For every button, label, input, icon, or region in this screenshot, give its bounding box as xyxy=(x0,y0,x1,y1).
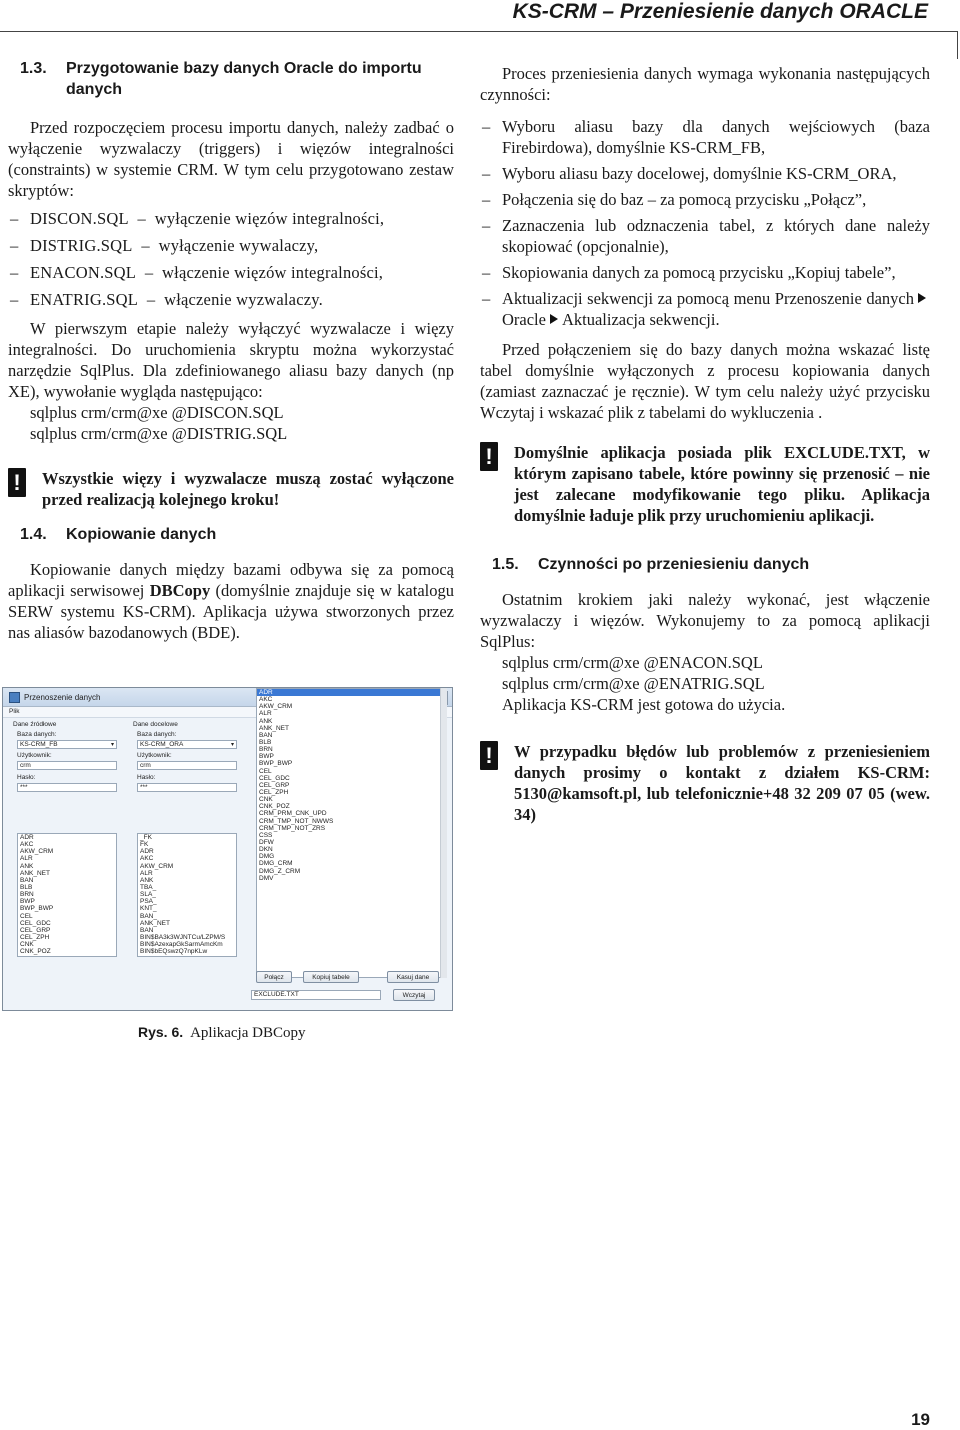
paragraph: W pierwszym etapie należy wyłączyć wyzwalacze i więzy integralności. Do uruchomienia skryptu można wykorzystać narzędzie SqlPlus. Dla zdefiniowanego aliasu bazy danych (np XE), wywołanie wygląda następująco: xyxy=(8,319,454,401)
right-column xyxy=(480,63,930,825)
exclamation-icon: ! xyxy=(8,468,26,497)
info-text: Domyślnie aplikacja posiada plik EXCLUDE.TXT, w którym zapisano tabele, które powinny się przenosić – nie jest zalecane modyfikowanie tego pliku. Aplikacja domyślnie ładuje plik przy uruchomieniu aplikacji. xyxy=(514,443,930,525)
info-note xyxy=(480,442,930,526)
caption-text: Aplikacja DBCopy xyxy=(190,1025,306,1041)
list-item[interactable]: AKC xyxy=(20,841,34,849)
list-item[interactable]: _FK xyxy=(140,834,152,841)
list-item: – DISTRIG.SQL – wyłączenie wywalaczy, xyxy=(10,235,454,256)
command-line: sqlplus crm/crm@xe @DISCON.SQL xyxy=(30,403,284,422)
list-item[interactable]: BIN$AzexapGkSarmAmcKm xyxy=(140,941,223,949)
section-heading-1-4 xyxy=(8,524,454,545)
list-item[interactable]: CNK xyxy=(20,941,34,949)
list-item[interactable]: DMG xyxy=(259,853,275,861)
list-item[interactable]: BIN$BA3k3WJNTCu/LZPM/S xyxy=(140,933,226,941)
section-number: 1.5. xyxy=(492,556,519,573)
target-password-label: Hasło: xyxy=(137,774,156,781)
warning-note xyxy=(480,741,930,825)
list-item[interactable]: CRM_PRM_CNK_UPD xyxy=(259,810,327,818)
running-header: KS-CRM – Przeniesienie danych ORACLE xyxy=(512,0,928,23)
warning-text: W przypadku błędów lub problemów z przeniesieniem danych prosimy o kontakt z działem KS-CRM: 5130@kamsoft.pl, lub telefonicznie+48 32 209 07 05 (wew. 34) xyxy=(514,742,930,824)
list-item[interactable]: BWP_BWP xyxy=(20,905,54,913)
list-item[interactable]: AKC xyxy=(259,696,273,704)
list-item[interactable]: CEL xyxy=(20,912,33,920)
list-item: – DISCON.SQL – wyłączenie więzów integralności, xyxy=(10,208,454,229)
header-rule xyxy=(0,31,958,32)
section-title: Przygotowanie bazy danych Oracle do importu danych xyxy=(66,60,422,98)
figure-caption xyxy=(138,1024,305,1042)
list-item: – Skopiowania danych za pomocą przycisku „Kopiuj tabele”, xyxy=(482,262,930,283)
list-item[interactable]: ALR xyxy=(20,855,33,863)
list-item[interactable]: ADR xyxy=(140,848,154,856)
list-item[interactable]: DMV xyxy=(259,874,274,882)
load-button[interactable]: Wczytaj xyxy=(393,989,435,1001)
warning-note xyxy=(8,468,454,510)
list-item[interactable]: AKC xyxy=(140,855,154,863)
list-item: – Zaznaczenia lub odznaczenia tabel, z których dane należy skopiować (opcjonalnie), xyxy=(482,215,930,257)
target-db-label: Baza danych: xyxy=(137,731,177,738)
app-icon xyxy=(9,692,20,703)
triangle-right-icon xyxy=(918,293,926,303)
list-item[interactable]: PSA_ xyxy=(140,898,157,906)
paragraph: Ostatnim krokiem jaki należy wykonać, jest włączenie wyzwalaczy i więzów. Wykonujemy to za pomocą aplikacji SqlPlus: xyxy=(480,590,930,651)
list-item[interactable]: CEL_GRP xyxy=(259,781,290,789)
list-item[interactable]: FK xyxy=(140,841,149,849)
list-item[interactable]: CNK_POZ xyxy=(20,948,51,956)
list-item[interactable]: AKW_CRM xyxy=(259,703,293,711)
list-item[interactable]: ALR xyxy=(140,869,153,877)
section-title: Czynności po przeniesieniu danych xyxy=(538,556,810,573)
section-heading-1-5 xyxy=(480,554,930,575)
list-item[interactable]: ANK xyxy=(20,862,34,870)
caption-label: Rys. 6. xyxy=(138,1024,184,1040)
scripts-list xyxy=(8,208,454,310)
connect-button[interactable]: Połącz xyxy=(256,971,292,983)
list-item[interactable]: BRN xyxy=(259,746,273,754)
paragraph: Proces przeniesienia danych wymaga wykonania następujących czynności: xyxy=(480,64,930,104)
target-tables-list[interactable] xyxy=(137,833,237,957)
source-db-select[interactable]: KS-CRM_FB ▾ xyxy=(17,740,117,749)
list-item[interactable]: BLB xyxy=(20,883,33,891)
source-password-input[interactable]: *** xyxy=(17,783,117,792)
list-item: – Wyboru aliasu bazy docelowej, domyślnie KS-CRM_ORA, xyxy=(482,163,930,184)
list-item[interactable]: CEL_GRP xyxy=(20,926,51,934)
list-item[interactable]: BRN xyxy=(20,891,34,899)
source-user-input[interactable]: crm xyxy=(17,761,117,770)
dbcopy-window xyxy=(2,687,453,1011)
list-item[interactable]: CEL xyxy=(259,767,272,775)
command-line: sqlplus crm/crm@xe @ENATRIG.SQL xyxy=(502,674,765,693)
section-heading-1-3 xyxy=(8,58,454,100)
list-item[interactable]: ANK_NET xyxy=(259,724,289,732)
source-group-label: Dane źródłowe xyxy=(13,721,57,728)
list-item[interactable]: BIN$bEQswzQ7npKLw xyxy=(140,948,208,956)
list-item[interactable]: BAN_ xyxy=(140,912,157,920)
list-item[interactable]: BAN xyxy=(20,876,34,884)
source-password-label: Hasło: xyxy=(17,774,36,781)
list-item[interactable]: KNT_ xyxy=(140,905,157,913)
list-item[interactable]: ADR xyxy=(20,834,34,841)
section-number: 1.4. xyxy=(20,526,47,543)
list-item[interactable]: BWP_BWP xyxy=(259,760,293,768)
source-user-label: Użytkownik: xyxy=(17,752,52,759)
list-item[interactable]: CNK xyxy=(259,796,273,804)
list-item[interactable]: SLA_ xyxy=(140,891,156,899)
list-item[interactable]: BWP xyxy=(259,753,274,761)
list-item[interactable]: ANK_NET xyxy=(140,919,170,927)
source-db-label: Baza danych: xyxy=(17,731,57,738)
delete-data-button[interactable]: Kasuj dane xyxy=(387,971,439,983)
paragraph: Przed połączeniem się do bazy danych można wskazać listę tabel domyślnie wyłączonych z procesu kopiowania danych (zamiast zaznaczać je ręcznie). W tym celu należy użyć przycisku Wczytaj i wskazać plik z tabelami do wykluczenia . xyxy=(480,340,930,422)
list-item[interactable]: CEL_GDC xyxy=(259,774,290,782)
tables-checklist[interactable] xyxy=(256,688,446,978)
list-item[interactable]: CRM_TMP_NOT_NWWS xyxy=(259,817,334,825)
list-item[interactable]: DFW xyxy=(259,838,274,846)
command-line: sqlplus crm/crm@xe @ENACON.SQL xyxy=(502,653,763,672)
exclude-file-input[interactable]: EXCLUDE.TXT xyxy=(251,990,381,1000)
list-item[interactable]: ADR xyxy=(257,689,445,696)
list-item[interactable]: ANK xyxy=(140,876,154,884)
list-item[interactable]: ALR xyxy=(259,710,272,718)
list-item[interactable]: DMG_CRM xyxy=(259,860,293,868)
list-item[interactable]: DMG_Z_CRM xyxy=(259,867,301,875)
list-item[interactable]: CEL_GDC xyxy=(20,919,51,927)
paragraph: Aplikacja KS-CRM jest gotowa do użycia. xyxy=(502,695,786,714)
list-item[interactable]: AKW_CRM xyxy=(140,862,174,870)
left-column xyxy=(8,58,454,643)
page-number: 19 xyxy=(911,1410,930,1429)
list-item[interactable]: ANK_NET xyxy=(20,869,50,877)
list-item[interactable]: DKN xyxy=(259,846,273,854)
list-item: – ENATRIG.SQL – włączenie wyzwalaczy. xyxy=(10,289,454,310)
paragraph: Przed rozpoczęciem procesu importu danych, należy zadbać o wyłączenie wyzwalaczy (triggers) i więzów integralności (constraints) w systemie CRM. W tym celu przygotowano zestaw skryptów: xyxy=(8,118,454,200)
exclamation-icon: ! xyxy=(480,442,498,471)
list-item: – ENACON.SQL – włączenie więzów integralności, xyxy=(10,262,454,283)
list-item[interactable]: CSS xyxy=(259,831,273,839)
target-group-label: Dane docelowe xyxy=(133,721,178,728)
target-user-label: Użytkownik: xyxy=(137,752,172,759)
list-item[interactable]: CNK_POZ xyxy=(259,803,290,811)
scrollbar[interactable] xyxy=(440,688,447,978)
list-item[interactable]: TBA_ xyxy=(140,883,157,891)
triangle-right-icon xyxy=(550,314,558,324)
header-rule-tick xyxy=(957,31,958,59)
command-line: sqlplus crm/crm@xe @DISTRIG.SQL xyxy=(30,424,288,443)
target-db-select[interactable]: KS-CRM_ORA ▾ xyxy=(137,740,237,749)
list-item[interactable]: BAN xyxy=(259,731,273,739)
list-item[interactable]: BAN xyxy=(140,926,154,934)
target-password-input[interactable]: *** xyxy=(137,783,237,792)
list-item[interactable]: CRM_TMP_NOT_ZRS xyxy=(259,824,326,832)
section-number: 1.3. xyxy=(20,60,47,77)
exclamation-icon: ! xyxy=(480,741,498,770)
source-tables-list[interactable] xyxy=(17,833,117,957)
list-item[interactable]: CEL_ZPH xyxy=(20,933,50,941)
list-item: – Wyboru aliasu bazy dla danych wejściowych (baza Firebirdowa), domyślnie KS-CRM_FB, xyxy=(482,116,930,158)
list-item[interactable]: ANK xyxy=(259,717,273,725)
list-item[interactable]: BWP xyxy=(20,898,35,906)
list-item[interactable]: CEL_ZPH xyxy=(259,788,289,796)
list-item[interactable]: AKW_CRM xyxy=(20,848,54,856)
copy-tables-button[interactable]: Kopiuj tabele xyxy=(303,971,359,983)
section-title: Kopiowanie danych xyxy=(66,526,217,543)
list-item: – Połączenia się do baz – za pomocą przycisku „Połącz”, xyxy=(482,189,930,210)
list-item[interactable]: BLB xyxy=(259,738,272,746)
steps-list xyxy=(480,116,930,330)
warning-text: Wszystkie więzy i wyzwalacze muszą zostać wyłączone przed realizacją kolejnego kroku! xyxy=(42,469,454,509)
paragraph: Kopiowanie danych między bazami odbywa się za pomocą aplikacji serwisowej DBCopy (domyślnie znajduje się w katalogu SERW systemu KS-CRM). Aplikacja używa stworzonych przez nas aliasów bazodanowych (BDE). xyxy=(8,560,454,642)
window-title: Przenoszenie danych xyxy=(24,692,101,702)
menu-item-plik[interactable]: Plik xyxy=(9,708,20,715)
target-user-input[interactable]: crm xyxy=(137,761,237,770)
list-item: – Aktualizacji sekwencji za pomocą menu Przenoszenie danychOracle Aktualizacja sekwencji. xyxy=(482,288,930,330)
